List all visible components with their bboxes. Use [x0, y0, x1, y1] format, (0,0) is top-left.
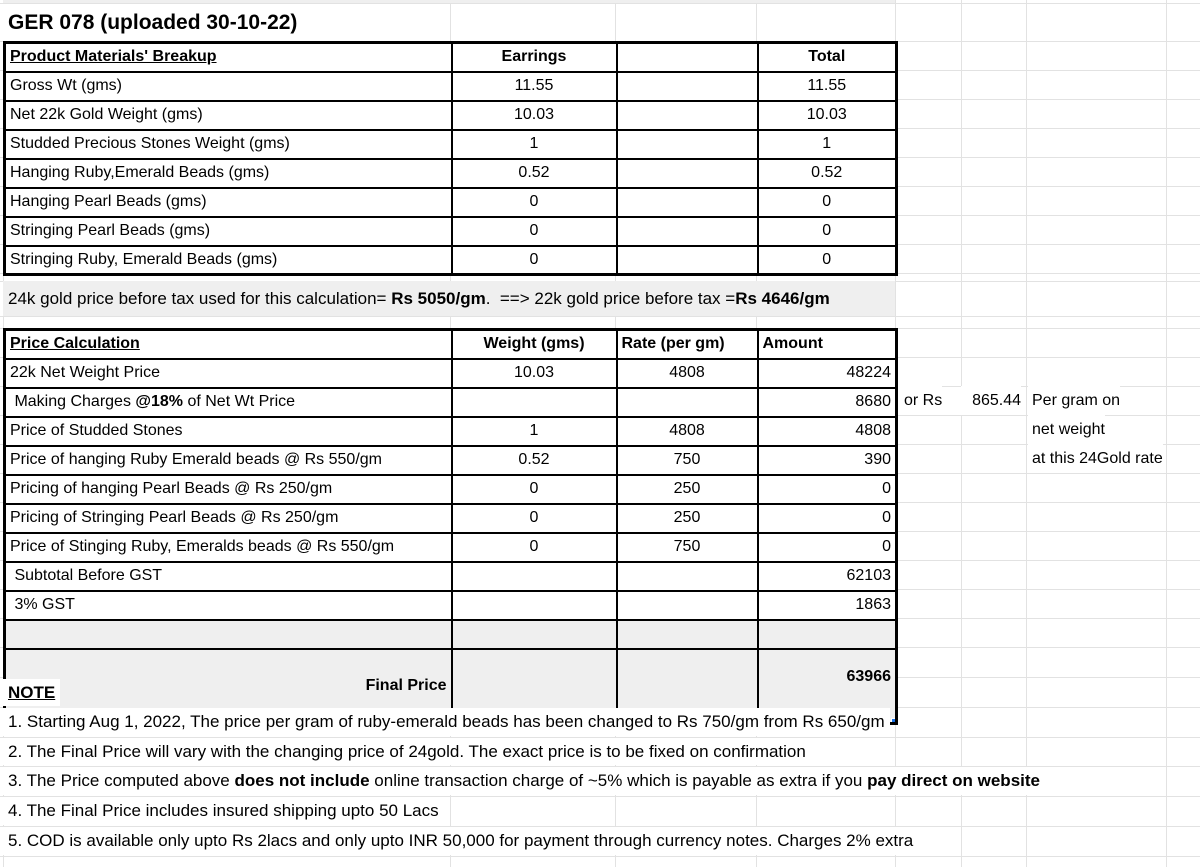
cell-weight[interactable]: [452, 620, 617, 649]
col-header-weight[interactable]: Weight (gms): [452, 330, 617, 359]
cell-total[interactable]: 0: [758, 217, 897, 246]
cell-label[interactable]: Price of Studded Stones: [5, 417, 452, 446]
cell-label[interactable]: Price of Stinging Ruby, Emeralds beads @ Rs 550/gm: [5, 533, 452, 562]
cell-weight[interactable]: [452, 562, 617, 591]
cell-mid[interactable]: [617, 217, 758, 246]
price-table: [3, 328, 898, 725]
cell-mid[interactable]: [617, 130, 758, 159]
cell-earrings[interactable]: 0: [452, 246, 617, 275]
cell-total[interactable]: 0: [758, 188, 897, 217]
cell-rate[interactable]: 4808: [617, 359, 758, 388]
table-row: [5, 159, 897, 188]
cell-amount[interactable]: 1863: [758, 591, 897, 620]
cell-rate[interactable]: 4808: [617, 417, 758, 446]
cell-earrings[interactable]: 0: [452, 188, 617, 217]
materials-table-title[interactable]: Product Materials' Breakup: [5, 43, 452, 72]
gridline-h: [0, 316, 1200, 317]
cell-weight[interactable]: 0: [452, 504, 617, 533]
cell-earrings[interactable]: 0.52: [452, 159, 617, 188]
table-row: [5, 533, 897, 562]
cell-label[interactable]: Pricing of Stringing Pearl Beads @ Rs 250/gm: [5, 504, 452, 533]
materials-table: [3, 41, 898, 276]
cell-total[interactable]: 11.55: [758, 72, 897, 101]
cell-rate[interactable]: 250: [617, 475, 758, 504]
fill-handle[interactable]: [891, 718, 897, 724]
cell-label[interactable]: 3% GST: [5, 591, 452, 620]
cell-label[interactable]: Studded Precious Stones Weight (gms): [5, 130, 452, 159]
note-line-3[interactable]: 3. The Price computed above does not include online transaction charge of ~5% which is payable as extra if you pay direct on website: [3, 767, 1045, 795]
cell-total[interactable]: 1: [758, 130, 897, 159]
cell-total[interactable]: 10.03: [758, 101, 897, 130]
cell-amount[interactable]: 62103: [758, 562, 897, 591]
cell-mid[interactable]: [617, 188, 758, 217]
cell-amount[interactable]: 4808: [758, 417, 897, 446]
cell-earrings[interactable]: 10.03: [452, 101, 617, 130]
table-row: [5, 188, 897, 217]
col-header-total[interactable]: Total: [758, 43, 897, 72]
cell-label[interactable]: [5, 620, 452, 649]
cell-weight[interactable]: [452, 388, 617, 417]
col-header-amount[interactable]: Amount: [758, 330, 897, 359]
cell-mid[interactable]: [617, 101, 758, 130]
note-line-5[interactable]: 5. COD is available only upto Rs 2lacs and only upto INR 50,000 for payment through currency notes. Charges 2% extra: [3, 827, 918, 855]
final-price-label[interactable]: Final Price: [5, 649, 452, 724]
table-row: [5, 417, 897, 446]
per-gram-prefix[interactable]: or Rs: [898, 386, 942, 415]
cell-amount[interactable]: [758, 620, 897, 649]
cell-rate[interactable]: 750: [617, 446, 758, 475]
per-gram-line1[interactable]: Per gram on: [1028, 386, 1120, 415]
cell-label[interactable]: Making Charges @18% of Net Wt Price: [5, 388, 452, 417]
cell-amount[interactable]: 390: [758, 446, 897, 475]
cell-mid[interactable]: [617, 159, 758, 188]
table-row: [5, 591, 897, 620]
cell-rate[interactable]: 250: [617, 504, 758, 533]
table-row: [5, 217, 897, 246]
cell-amount[interactable]: 0: [758, 533, 897, 562]
cell-label[interactable]: Gross Wt (gms): [5, 72, 452, 101]
cell-rate[interactable]: 750: [617, 533, 758, 562]
col-header-earrings[interactable]: Earrings: [452, 43, 617, 72]
price-header-row: [5, 330, 897, 359]
cell-total[interactable]: 0: [758, 246, 897, 275]
cell-label[interactable]: Stringing Ruby, Emerald Beads (gms): [5, 246, 452, 275]
table-row: [5, 446, 897, 475]
cell-label[interactable]: Stringing Pearl Beads (gms): [5, 217, 452, 246]
table-row: [5, 504, 897, 533]
cell-rate[interactable]: [617, 620, 758, 649]
cell-label[interactable]: 22k Net Weight Price: [5, 359, 452, 388]
cell-label[interactable]: Subtotal Before GST: [5, 562, 452, 591]
note-line-2[interactable]: 2. The Final Price will vary with the changing price of 24gold. The exact price is to be fixed on confirmation: [3, 738, 811, 765]
cell-earrings[interactable]: 0: [452, 217, 617, 246]
cell-label[interactable]: Net 22k Gold Weight (gms): [5, 101, 452, 130]
table-row: [5, 72, 897, 101]
gridline-h: [0, 856, 1200, 857]
cell-weight[interactable]: 1: [452, 417, 617, 446]
table-row: [5, 388, 897, 417]
cell-rate[interactable]: [617, 591, 758, 620]
per-gram-value[interactable]: 865.44: [961, 386, 1021, 415]
cell-label[interactable]: Hanging Ruby,Emerald Beads (gms): [5, 159, 452, 188]
final-price-value: 63966: [846, 667, 891, 685]
cell-weight[interactable]: 0.52: [452, 446, 617, 475]
table-row: [5, 101, 897, 130]
blank-row: [5, 620, 897, 649]
table-row: [5, 562, 897, 591]
cell-weight[interactable]: 0: [452, 475, 617, 504]
cell-earrings[interactable]: 1: [452, 130, 617, 159]
note-line-1[interactable]: 1. Starting Aug 1, 2022, The price per gram of ruby-emerald beads has been changed to Rs 750/gm from Rs 650/gm: [3, 708, 890, 736]
cell-amount[interactable]: 48224: [758, 359, 897, 388]
cell-earrings[interactable]: 11.55: [452, 72, 617, 101]
top-row-gray-fill: [3, 0, 895, 3]
table-row: [5, 359, 897, 388]
cell-rate[interactable]: [617, 388, 758, 417]
cell-total[interactable]: 0.52: [758, 159, 897, 188]
col-header-blank[interactable]: [617, 43, 758, 72]
sheet-title[interactable]: GER 078 (uploaded 30-10-22): [3, 4, 302, 41]
cell-label[interactable]: Price of hanging Ruby Emerald beads @ Rs 550/gm: [5, 446, 452, 475]
materials-header-row: [5, 43, 897, 72]
notes-heading[interactable]: NOTE: [3, 679, 60, 706]
price-table-title[interactable]: Price Calculation: [5, 330, 452, 359]
cell-amount[interactable]: 0: [758, 504, 897, 533]
note-line-4[interactable]: 4. The Final Price includes insured shipping upto 50 Lacs: [3, 797, 444, 825]
cell-weight[interactable]: 0: [452, 533, 617, 562]
cell-mid[interactable]: [617, 72, 758, 101]
cell-amount[interactable]: 0: [758, 475, 897, 504]
cell-label[interactable]: Hanging Pearl Beads (gms): [5, 188, 452, 217]
cell-rate[interactable]: [617, 562, 758, 591]
cell-label[interactable]: Pricing of hanging Pearl Beads @ Rs 250/gm: [5, 475, 452, 504]
cell-weight[interactable]: [452, 591, 617, 620]
table-row: [5, 130, 897, 159]
cell-mid[interactable]: [617, 246, 758, 275]
cell-amount[interactable]: 8680: [758, 388, 897, 417]
gold-price-note[interactable]: 24k gold price before tax used for this calculation= Rs 5050/gm. ==> 22k gold price before tax =Rs 4646/gm: [8, 289, 830, 308]
table-row: [5, 475, 897, 504]
cell-weight[interactable]: 10.03: [452, 359, 617, 388]
per-gram-line2[interactable]: net weight: [1028, 415, 1105, 444]
per-gram-line3[interactable]: at this 24Gold rate: [1028, 444, 1163, 473]
col-header-rate[interactable]: Rate (per gm): [617, 330, 758, 359]
table-row: [5, 246, 897, 275]
